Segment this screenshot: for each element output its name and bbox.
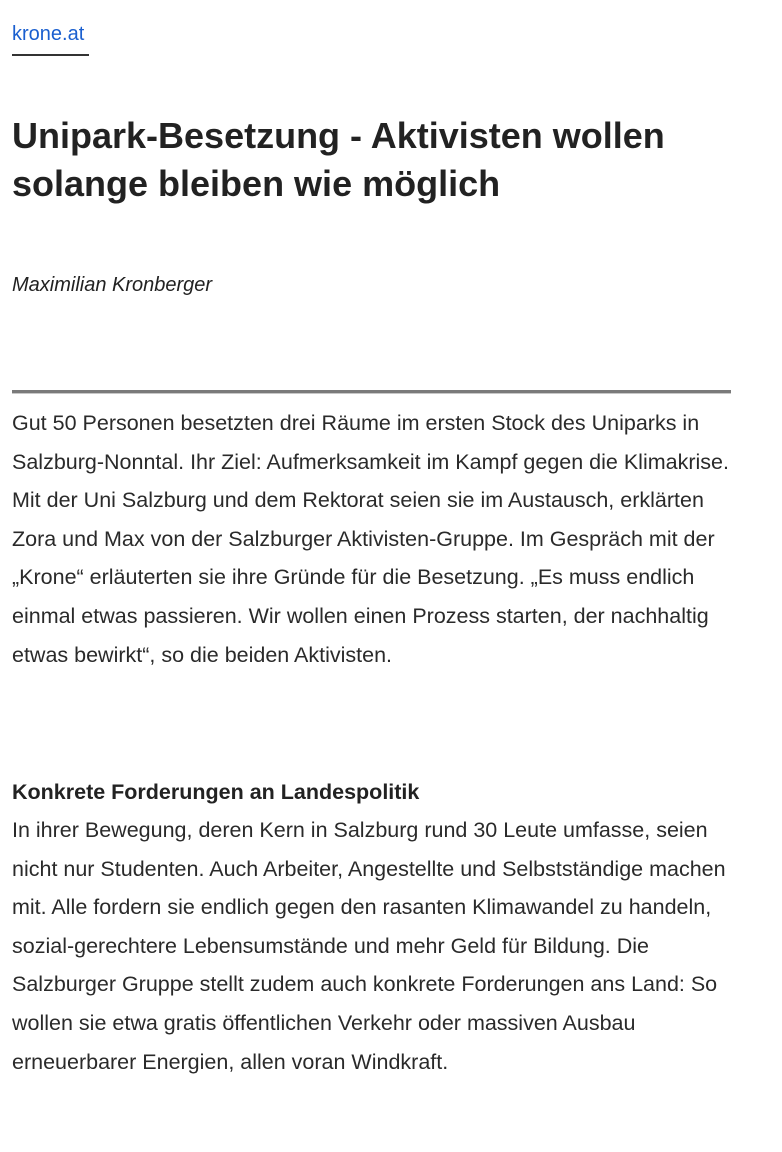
article-subheading: Konkrete Forderungen an Landespolitik — [12, 780, 420, 804]
article-headline: Unipark-Besetzung - Aktivisten wollen solange bleiben wie möglich — [12, 115, 665, 204]
article-divider — [12, 390, 731, 394]
source-link-underline — [12, 54, 89, 56]
article-author: Maximilian Kronberger — [12, 274, 213, 296]
article-paragraph-demands: In ihrer Bewegung, deren Kern in Salzburg rund 30 Leute umfasse, seien nicht nur Studenten. Auch Arbeiter, Angestellte und Selbstständige machen mit. Alle fordern sie endlich gegen den rasanten Klimawandel zu handeln, sozial-gerechtere Lebensumstände und mehr Geld für Bildung. Die Salzburger Gruppe stellt zudem auch konkrete Forderungen ans Land: So wollen sie etwa gratis öffentlichen Verkehr oder massiven Ausbau erneuerbarer Energien, allen voran Windkraft. — [12, 818, 726, 1074]
source-site-link[interactable]: krone.at — [12, 23, 85, 45]
article-paragraph-intro: Gut 50 Personen besetzten drei Räume im ersten Stock des Uniparks in Salzburg-Nonntal. Ihr Ziel: Aufmerksamkeit im Kampf gegen die Klimakrise. Mit der Uni Salzburg und dem Rektorat seien sie im Austausch, erklärten Zora und Max von der Salzburger Aktivisten-Gruppe. Im Gespräch mit der „Krone“ erläuterten sie ihre Gründe für die Besetzung. „Es muss endlich einmal etwas passieren. Wir wollen einen Prozess starten, der nachhaltig etwas bewirkt“, so die beiden Aktivisten. — [12, 411, 729, 667]
